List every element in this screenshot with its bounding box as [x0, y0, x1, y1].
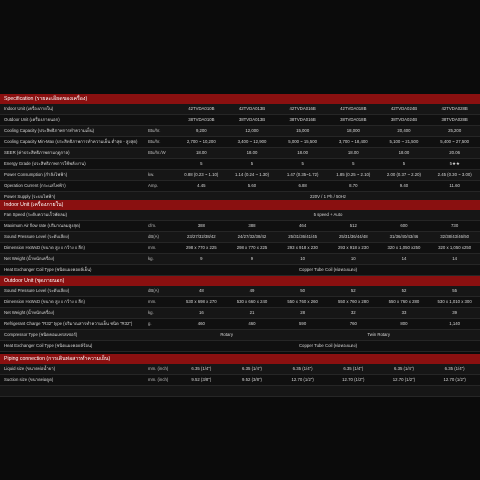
- merged-value: 220V / 1 Ph / 50Hz: [176, 192, 480, 203]
- row-label: Net Weight (น้ำหนักเครื่อง): [0, 308, 146, 319]
- table-row: [0, 364, 480, 375]
- value-cell: 15,000: [277, 126, 328, 137]
- value-cell: 12.70 (1/2"): [429, 375, 480, 386]
- value-cell: 5: [176, 159, 227, 170]
- row-unit: [146, 104, 176, 115]
- value-cell: 20.06: [429, 148, 480, 159]
- value-cell: 5: [379, 159, 430, 170]
- value-cell: 12,000: [227, 126, 278, 137]
- row-unit: Btu/hr./W: [146, 148, 176, 159]
- table-row: [0, 319, 480, 330]
- row-label: Dimension HxWxD (ขนาด สูง x กว้าง x ลึก): [0, 297, 146, 308]
- table-row: [0, 221, 480, 232]
- value-cell: 320 x 1,050 x250: [429, 243, 480, 254]
- table-row: [0, 232, 480, 243]
- value-cell: 42TVDA028B: [429, 104, 480, 115]
- value-cell: 6.35 (1/4"): [227, 364, 278, 375]
- row-label: Compressor Type (ชนิดคอมเพรสเซอร์): [0, 330, 146, 341]
- value-cell: 9.40: [379, 181, 430, 192]
- value-cell: 6.88: [277, 181, 328, 192]
- row-label: Maximum Air flow rate (ปริมาณลมสูงสุด): [0, 221, 146, 232]
- value-cell: 32: [328, 308, 379, 319]
- value-cell: 1.47 (0.35~1.72): [277, 170, 328, 181]
- row-label: Heat Exchanger Coil Type (ชนิดแผงคอยล์ร้อน): [0, 341, 146, 352]
- value-cell: 49: [227, 286, 278, 297]
- table-row: [0, 104, 480, 115]
- value-cell: 298 x 770 x 225: [176, 243, 227, 254]
- value-cell: 14: [429, 254, 480, 265]
- piping-connection-header: Piping connection (การเดินท่อสารทำความเย็น): [0, 354, 480, 364]
- indoor-unit-table: [0, 210, 480, 276]
- value-cell: 9.52 (3/8"): [176, 375, 227, 386]
- table-row: [0, 308, 480, 319]
- value-cell: 388: [176, 221, 227, 232]
- value-cell: 11.60: [429, 181, 480, 192]
- value-cell: 320 x 1,050 x250: [379, 243, 430, 254]
- row-unit: Btu/hr.: [146, 137, 176, 148]
- merged-value: Copper Tube Coil (ท่อทองแดง): [176, 341, 480, 352]
- row-unit: dB(A): [146, 232, 176, 243]
- row-unit: mm. (inch): [146, 375, 176, 386]
- value-cell: [277, 386, 328, 397]
- value-cell: 42TVDA024B: [379, 104, 430, 115]
- value-cell: 52: [379, 286, 430, 297]
- value-cell: 293 x 918 x 230: [277, 243, 328, 254]
- row-label: Operation Current (กระแสไฟฟ้า): [0, 181, 146, 192]
- value-cell: 4.45: [176, 181, 227, 192]
- row-label: Sound Pressure Level (ระดับเสียง): [0, 232, 146, 243]
- row-label: Outdoor Unit (เครื่องภายนอก): [0, 115, 146, 126]
- value-cell: 28: [277, 308, 328, 319]
- value-cell: 55: [429, 286, 480, 297]
- value-cell: 18.00: [176, 148, 227, 159]
- value-cell: 5.60: [227, 181, 278, 192]
- value-cell: 9.52 (3/8"): [227, 375, 278, 386]
- table-row: [0, 375, 480, 386]
- value-cell: 2.00 (0.37 ~ 2.20): [379, 170, 430, 181]
- value-cell: 530 x 698 x 270: [176, 297, 227, 308]
- row-unit: Amp.: [146, 181, 176, 192]
- value-cell: 38TVDA013B: [227, 115, 278, 126]
- value-cell: 1.14 (0.24 ~ 1.30): [227, 170, 278, 181]
- row-label: Power Consumption (กำลังไฟฟ้า): [0, 170, 146, 181]
- value-cell: 18.00: [328, 148, 379, 159]
- value-cell: 8.70: [328, 181, 379, 192]
- table-row: [0, 148, 480, 159]
- value-cell: 38TVDA024B: [379, 115, 430, 126]
- value-cell: 2,700 ~ 10,200: [176, 137, 227, 148]
- merged-value: Copper Tube Coil (ท่อทองแดง): [176, 265, 480, 276]
- top-fade-area: [0, 0, 480, 92]
- value-cell: 3,400 ~ 12,900: [227, 137, 278, 148]
- value-cell: 530 x 1,010 x 300: [429, 297, 480, 308]
- row-unit: [146, 159, 176, 170]
- value-cell: 293 x 918 x 230: [328, 243, 379, 254]
- value-cell: 50: [277, 286, 328, 297]
- value-cell: 25,200: [429, 126, 480, 137]
- table-row: [0, 341, 480, 352]
- value-cell: 10: [277, 254, 328, 265]
- value-cell: 12.70 (1/2"): [277, 375, 328, 386]
- value-cell: [227, 386, 278, 397]
- outdoor-unit-table: [0, 286, 480, 352]
- table-row: [0, 210, 480, 221]
- table-row: [0, 330, 480, 341]
- value-cell: 42TVDA016B: [277, 104, 328, 115]
- row-label: Indoor Unit (เครื่องภายใน): [0, 104, 146, 115]
- value-cell: 760: [328, 319, 379, 330]
- row-unit: dB(A): [146, 286, 176, 297]
- value-cell: 14: [379, 254, 430, 265]
- value-cell: 18,000: [328, 126, 379, 137]
- row-unit: cfm.: [146, 221, 176, 232]
- row-label: Cooling Capacity Min-Max (ประสิทธิภาพการทำความเย็น ต่ำสุด - สูงสุด): [0, 137, 146, 148]
- row-unit: [146, 210, 176, 221]
- value-cell: 18.00: [379, 148, 430, 159]
- row-label: Cooling Capacity (ประสิทธิภาพการทำความเย็น): [0, 126, 146, 137]
- row-label: SEER (ค่าประสิทธิภาพตามฤดูกาล): [0, 148, 146, 159]
- value-cell: 6.35 (1/4"): [429, 364, 480, 375]
- value-cell: 25/31/36/44/48: [328, 232, 379, 243]
- row-unit: kg.: [146, 308, 176, 319]
- row-unit: mm.: [146, 243, 176, 254]
- row-label: Energy Grade (ประสิทธิภาพการใช้พลังงาน): [0, 159, 146, 170]
- value-cell: 1,140: [429, 319, 480, 330]
- value-cell: 590: [277, 319, 328, 330]
- row-label: [0, 386, 146, 397]
- row-unit: [146, 330, 176, 341]
- row-label: Sound Pressure Level (ระดับเสียง): [0, 286, 146, 297]
- value-cell: 460: [227, 319, 278, 330]
- row-unit: Btu/hr.: [146, 126, 176, 137]
- value-cell: 42TVDA013B: [227, 104, 278, 115]
- table-row: [0, 137, 480, 148]
- value-cell: 530 x 660 x 240: [227, 297, 278, 308]
- merged-value: Rotary: [176, 330, 277, 341]
- value-cell: 5,000 ~ 15,500: [277, 137, 328, 148]
- value-cell: 550 x 760 x 260: [277, 297, 328, 308]
- value-cell: 512: [328, 221, 379, 232]
- value-cell: 18.00: [277, 148, 328, 159]
- row-label: Refrigerant Charge "R32" type (ปริมาณสารทำความเย็น ชนิด "R32"): [0, 319, 146, 330]
- table-row: [0, 254, 480, 265]
- value-cell: 388: [227, 221, 278, 232]
- row-unit: [146, 265, 176, 276]
- row-label: Liquid size (ขนาดท่อน้ำยา): [0, 364, 146, 375]
- value-cell: 31/36/40/43/46: [379, 232, 430, 243]
- value-cell: 9: [227, 254, 278, 265]
- value-cell: 730: [429, 221, 480, 232]
- piping-connection-table: [0, 364, 480, 397]
- outdoor-unit-header: Outdoor Unit (ชุดภายนอก): [0, 276, 480, 286]
- table-row: [0, 286, 480, 297]
- row-unit: kg.: [146, 254, 176, 265]
- value-cell: 6.35 (1/4"): [328, 364, 379, 375]
- specification-header: Specification (รายละเอียดของเครื่อง): [0, 94, 480, 104]
- table-row: [0, 265, 480, 276]
- value-cell: 550 x 760 x 280: [328, 297, 379, 308]
- table-row: [0, 386, 480, 397]
- value-cell: 1.85 (0.25 ~ 2.10): [328, 170, 379, 181]
- value-cell: 21: [227, 308, 278, 319]
- value-cell: 800: [379, 319, 430, 330]
- value-cell: 25/31/36/41/45: [277, 232, 328, 243]
- value-cell: 20,400: [379, 126, 430, 137]
- value-cell: [379, 386, 430, 397]
- merged-value: Twin Rotary: [277, 330, 480, 341]
- row-label: Power Supply (ระบบไฟฟ้า): [0, 192, 146, 203]
- value-cell: 32/38/43/46/50: [429, 232, 480, 243]
- table-row: [0, 126, 480, 137]
- value-cell: 18.00: [227, 148, 278, 159]
- value-cell: 16: [176, 308, 227, 319]
- value-cell: 38TVDA010B: [176, 115, 227, 126]
- row-label: Suction size (ขนาดท่อดูด): [0, 375, 146, 386]
- value-cell: 5,100 ~ 21,500: [379, 137, 430, 148]
- table-row: [0, 181, 480, 192]
- value-cell: 52: [328, 286, 379, 297]
- value-cell: 600: [379, 221, 430, 232]
- table-row: [0, 243, 480, 254]
- row-unit: kw.: [146, 170, 176, 181]
- value-cell: 38TVDA016B: [277, 115, 328, 126]
- value-cell: 39: [429, 308, 480, 319]
- value-cell: 42TVDA010B: [176, 104, 227, 115]
- value-cell: 298 x 770 x 225: [227, 243, 278, 254]
- value-cell: 12.70 (1/2"): [379, 375, 430, 386]
- value-cell: 23/27/32/38/42: [176, 232, 227, 243]
- value-cell: 6.35 (1/4"): [277, 364, 328, 375]
- table-row: [0, 115, 480, 126]
- row-unit: [146, 341, 176, 352]
- value-cell: 550 x 760 x 280: [379, 297, 430, 308]
- row-unit: mm. (inch): [146, 364, 176, 375]
- value-cell: 0.88 (0.23 ~ 1.10): [176, 170, 227, 181]
- value-cell: 48: [176, 286, 227, 297]
- row-label: Net Weight (น้ำหนักเครื่อง): [0, 254, 146, 265]
- value-cell: 464: [277, 221, 328, 232]
- specification-table: [0, 104, 480, 203]
- value-cell: 38TVDA018B: [328, 115, 379, 126]
- row-unit: [146, 386, 176, 397]
- value-cell: 5,400 ~ 27,500: [429, 137, 480, 148]
- row-label: Fan Speed (ระดับความเร็วพัดลม): [0, 210, 146, 221]
- value-cell: 42TVDA018B: [328, 104, 379, 115]
- value-cell: 9: [176, 254, 227, 265]
- value-cell: [429, 386, 480, 397]
- value-cell: 38TVDA028B: [429, 115, 480, 126]
- value-cell: 9,200: [176, 126, 227, 137]
- value-cell: 5★★: [429, 159, 480, 170]
- value-cell: [328, 386, 379, 397]
- value-cell: 24/27/32/38/42: [227, 232, 278, 243]
- value-cell: 33: [379, 308, 430, 319]
- row-unit: [146, 115, 176, 126]
- table-row: [0, 159, 480, 170]
- row-label: Heat Exchanger Coil Type (ชนิดแผงคอยล์เย็น): [0, 265, 146, 276]
- value-cell: 6.35 (1/4"): [176, 364, 227, 375]
- row-unit: g.: [146, 319, 176, 330]
- value-cell: 12.70 (1/2"): [328, 375, 379, 386]
- value-cell: 5: [277, 159, 328, 170]
- value-cell: 5: [328, 159, 379, 170]
- value-cell: 5: [227, 159, 278, 170]
- value-cell: 6.35 (1/4"): [379, 364, 430, 375]
- value-cell: 10: [328, 254, 379, 265]
- indoor-unit-header: Indoor Unit (เครื่องภายใน): [0, 200, 480, 210]
- table-row: [0, 297, 480, 308]
- table-row: [0, 170, 480, 181]
- merged-value: 5 speed + Auto: [176, 210, 480, 221]
- value-cell: [176, 386, 227, 397]
- value-cell: 460: [176, 319, 227, 330]
- value-cell: 3,700 ~ 18,400: [328, 137, 379, 148]
- value-cell: 2.45 (0.30 ~ 3.00): [429, 170, 480, 181]
- row-label: Dimension HxWxD (ขนาด สูง x กว้าง x ลึก): [0, 243, 146, 254]
- row-unit: mm.: [146, 297, 176, 308]
